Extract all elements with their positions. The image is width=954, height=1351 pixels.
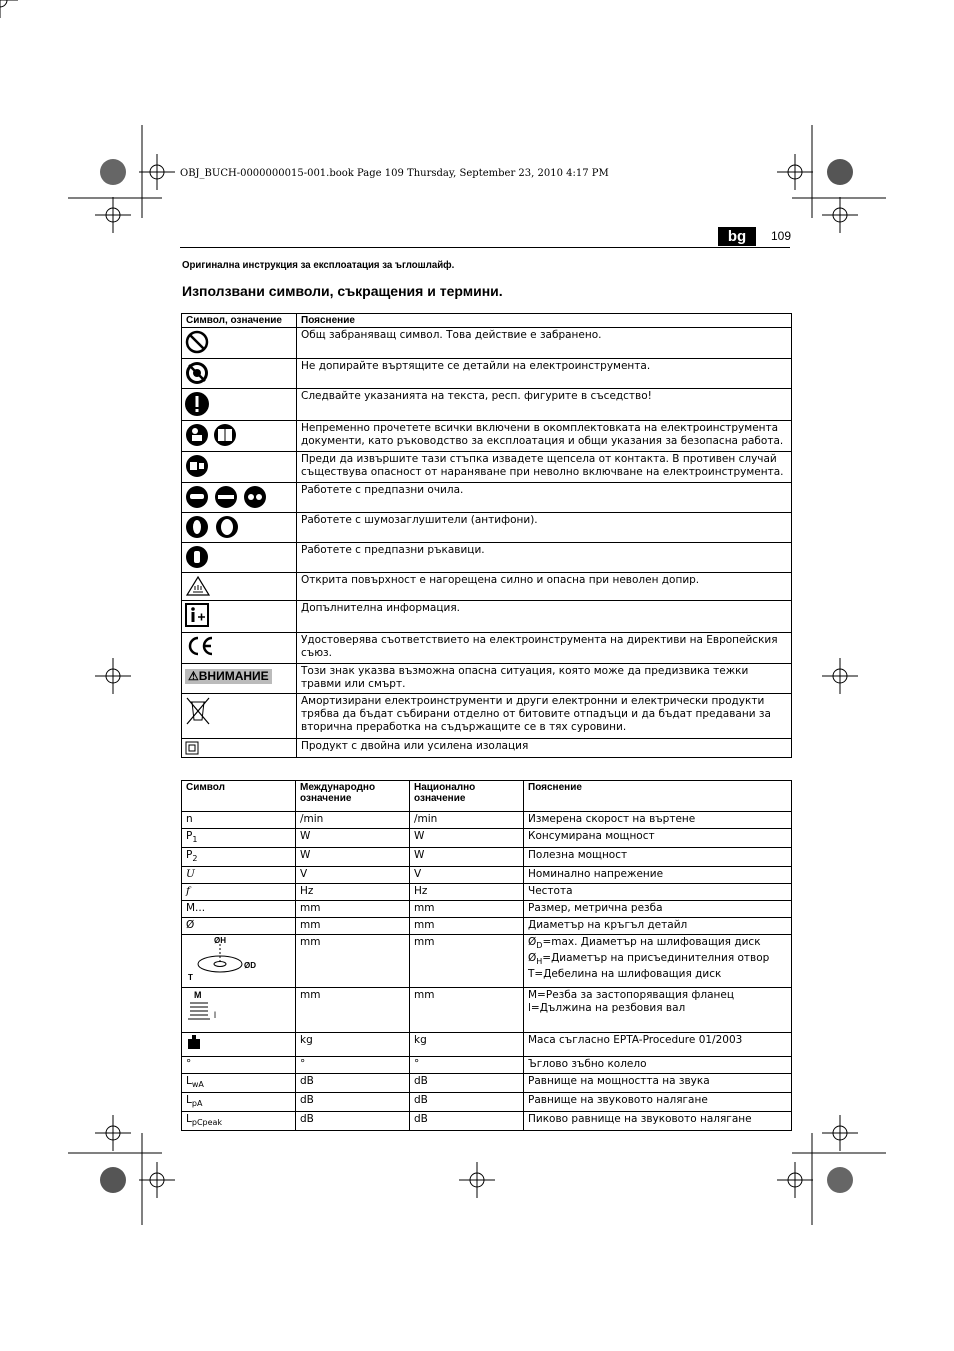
- symbol-text: °: [186, 1058, 192, 1070]
- symbol-cell: [182, 935, 296, 988]
- national-cell: W: [410, 848, 524, 867]
- national-cell: mm: [410, 988, 524, 1033]
- symbol-text: M...: [186, 902, 206, 914]
- section-title: Използвани символи, съкращения и термини.: [182, 283, 503, 299]
- symbol-text: L: [186, 1094, 192, 1106]
- symbol-cell: [182, 829, 296, 848]
- do-not-touch-rotating-icon: [185, 361, 209, 385]
- col-header-symbol: Символ, означение: [182, 314, 297, 328]
- symbol-text: U: [186, 868, 195, 880]
- international-cell: mm: [296, 901, 410, 918]
- explanation-cell: Ъглово зъбно колело: [524, 1057, 792, 1074]
- svg-text:ØD: ØD: [244, 961, 256, 970]
- symbol-text: L: [186, 1113, 192, 1125]
- read-manual-icon: [185, 423, 237, 447]
- table-row: [182, 1112, 792, 1131]
- table-row: ⚠ВНИМАНИЕ Този знак указва възможна опасна ситуация, която може да предизвика тежки травми или смърт.: [182, 664, 792, 694]
- symbol-cell: [182, 1074, 296, 1093]
- symbol-cell: [182, 918, 296, 935]
- page-number: 109: [771, 229, 792, 243]
- explanation-cell: Консумирана мощност: [524, 829, 792, 848]
- symbol-text: P: [186, 830, 193, 842]
- table-row: [182, 988, 792, 1033]
- explanation-cell: Равнище на звуковото налягане: [524, 1093, 792, 1112]
- symbols-table: [181, 313, 792, 758]
- national-cell: W: [410, 829, 524, 848]
- symbol-cell: [182, 867, 296, 884]
- national-cell: mm: [410, 935, 524, 988]
- hot-surface-icon: [185, 575, 211, 597]
- table-row: Общ забраняващ символ. Това действие е забранено.: [182, 328, 792, 359]
- explanation-cell: $Ø_D=\max$. Диаметър на шлифоващия диск $Ø_H=Диаметър$ на присъединителния отвор T=Дебелина на шлифоващия диск: [524, 935, 792, 988]
- national-cell: kg: [410, 1033, 524, 1057]
- table-header-row: [182, 314, 792, 328]
- international-cell: °: [296, 1057, 410, 1074]
- symbol-subscript: wA: [191, 1080, 204, 1089]
- table-row: Открита повърхност е нагорещена силно и опасна при неволен допир.: [182, 573, 792, 601]
- file-info: OBJ_BUCH-0000000015-001.book Page 109 Thursday, September 23, 2010 4:17 PM: [180, 168, 609, 179]
- explanation-cell: Номинално напрежение: [524, 867, 792, 884]
- gloves-icon: [185, 545, 209, 569]
- col-header-national: Национално означение: [410, 781, 524, 812]
- table-row: Продукт с двойна или усилена изолация: [182, 739, 792, 758]
- weee-bin-icon: [185, 696, 211, 726]
- international-cell: W: [296, 848, 410, 867]
- header-rule: [180, 247, 790, 248]
- table-row: [182, 901, 792, 918]
- table-row: [182, 935, 792, 988]
- weight-icon: [186, 1034, 202, 1050]
- table-row: [182, 848, 792, 867]
- symbol-subscript: 2: [192, 854, 198, 863]
- table-row: Допълнителна информация.: [182, 601, 792, 633]
- international-cell: dB: [296, 1093, 410, 1112]
- symbol-cell: [182, 884, 296, 901]
- international-cell: kg: [296, 1033, 410, 1057]
- ear-protection-icon: [185, 515, 239, 539]
- symbol-text: P: [186, 849, 193, 861]
- symbol-subscript: 1: [192, 835, 198, 844]
- symbol-subscript: pCpeak: [191, 1118, 223, 1127]
- table-row: Непременно прочетете всички включени в окомплектовката на електроинструмента документи, като ръководство за експлоатация и общи указания за безопасна работа.: [182, 421, 792, 452]
- explanation-cell: M=Резба за застопоряващия фланец l=Дължина на резбовия вал: [524, 988, 792, 1033]
- national-cell: dB: [410, 1074, 524, 1093]
- national-cell: dB: [410, 1093, 524, 1112]
- table-row: Работете с предпазни ръкавици.: [182, 543, 792, 573]
- table-row: [182, 1074, 792, 1093]
- international-cell: dB: [296, 1112, 410, 1131]
- national-cell: Hz: [410, 884, 524, 901]
- info-icon: [185, 603, 209, 627]
- table-row: [182, 1033, 792, 1057]
- table-row: [182, 829, 792, 848]
- explanation-cell: Диаметър на кръгъл детайл: [524, 918, 792, 935]
- international-cell: /min: [296, 812, 410, 829]
- symbol-cell: [182, 1057, 296, 1074]
- symbol-cell: [182, 1093, 296, 1112]
- symbol-text: L: [186, 1075, 192, 1087]
- explanation-cell: Полезна мощност: [524, 848, 792, 867]
- symbol-subscript: pA: [191, 1099, 203, 1108]
- unplug-icon: [185, 454, 209, 478]
- explanation-cell: Измерена скорост на въртене: [524, 812, 792, 829]
- table-row: Не допирайте въртящите се детайли на електроинструмента.: [182, 359, 792, 389]
- table-row: Работете с шумозаглушители (антифони).: [182, 513, 792, 543]
- svg-text:ØH: ØH: [214, 936, 226, 945]
- international-cell: mm: [296, 935, 410, 988]
- table-row: [182, 812, 792, 829]
- international-cell: mm: [296, 918, 410, 935]
- international-cell: V: [296, 867, 410, 884]
- table-header-row: [182, 781, 792, 812]
- symbol-cell: [182, 848, 296, 867]
- national-cell: dB: [410, 1112, 524, 1131]
- col-header-symbol: Символ: [182, 781, 296, 812]
- table-row: Удостоверява съответствието на електроинструмента на директиви на Европейския съюз.: [182, 633, 792, 664]
- double-insulation-icon: [185, 741, 199, 755]
- table-row: [182, 884, 792, 901]
- grinding-disc-icon: [186, 936, 266, 982]
- table-row: [182, 867, 792, 884]
- symbol-text: n: [186, 813, 193, 825]
- symbol-text: Ø: [186, 919, 195, 931]
- symbol-cell: [182, 812, 296, 829]
- table-row: [182, 1093, 792, 1112]
- symbol-cell: [182, 901, 296, 918]
- ce-mark-icon: [185, 635, 215, 657]
- col-header-international: Международно означение: [296, 781, 410, 812]
- international-cell: W: [296, 829, 410, 848]
- explanation-cell: Размер, метрична резба: [524, 901, 792, 918]
- international-cell: Hz: [296, 884, 410, 901]
- international-cell: mm: [296, 988, 410, 1033]
- attention-icon: [185, 391, 209, 417]
- svg-text:T: T: [188, 973, 193, 982]
- intro-text: Оригинална инструкция за експлоатация за ъглошлайф.: [182, 259, 455, 271]
- national-cell: mm: [410, 918, 524, 935]
- national-cell: /min: [410, 812, 524, 829]
- national-cell: V: [410, 867, 524, 884]
- symbol-cell: [182, 1033, 296, 1057]
- col-header-explanation: Пояснение: [297, 314, 792, 328]
- explanation-cell: Честота: [524, 884, 792, 901]
- table-row: Амортизирани електроинструменти и други електронни и електрически продукти трябва да бъдат събирани отделно от битовите отпадъци и да бъдат предавани за вторична преработка на съдържащите се в тях суровини.: [182, 694, 792, 739]
- svg-text:M: M: [194, 990, 202, 1000]
- table-row: [182, 1057, 792, 1074]
- col-header-explanation: Пояснение: [524, 781, 792, 812]
- national-cell: °: [410, 1057, 524, 1074]
- explanation-cell: Пиково равнище на звуковото налягане: [524, 1112, 792, 1131]
- table-row: [182, 918, 792, 935]
- language-badge: bg: [718, 227, 756, 246]
- explanation-cell: Маса съгласно EPTA-Procedure 01/2003: [524, 1033, 792, 1057]
- symbol-text: f: [186, 885, 190, 897]
- safety-goggles-icon: [185, 485, 267, 509]
- prohibited-icon: [185, 330, 209, 354]
- svg-text:l: l: [214, 1010, 216, 1020]
- symbol-cell: [182, 1112, 296, 1131]
- table-row: Работете с предпазни очила.: [182, 483, 792, 513]
- threaded-spindle-icon: [186, 989, 226, 1027]
- warning-badge: ⚠ВНИМАНИЕ: [185, 669, 272, 684]
- international-cell: dB: [296, 1074, 410, 1093]
- symbol-cell: [182, 988, 296, 1033]
- table-row: Преди да извършите тази стъпка извадете щепсела от контакта. В противен случай съществува опасност от нараняване при неволно включване на електроинструмента.: [182, 452, 792, 483]
- table-row: Следвайте указанията на текста, респ. фигурите в съседство!: [182, 389, 792, 421]
- national-cell: mm: [410, 901, 524, 918]
- units-table: [181, 780, 792, 1131]
- explanation-cell: Равнище на мощността на звука: [524, 1074, 792, 1093]
